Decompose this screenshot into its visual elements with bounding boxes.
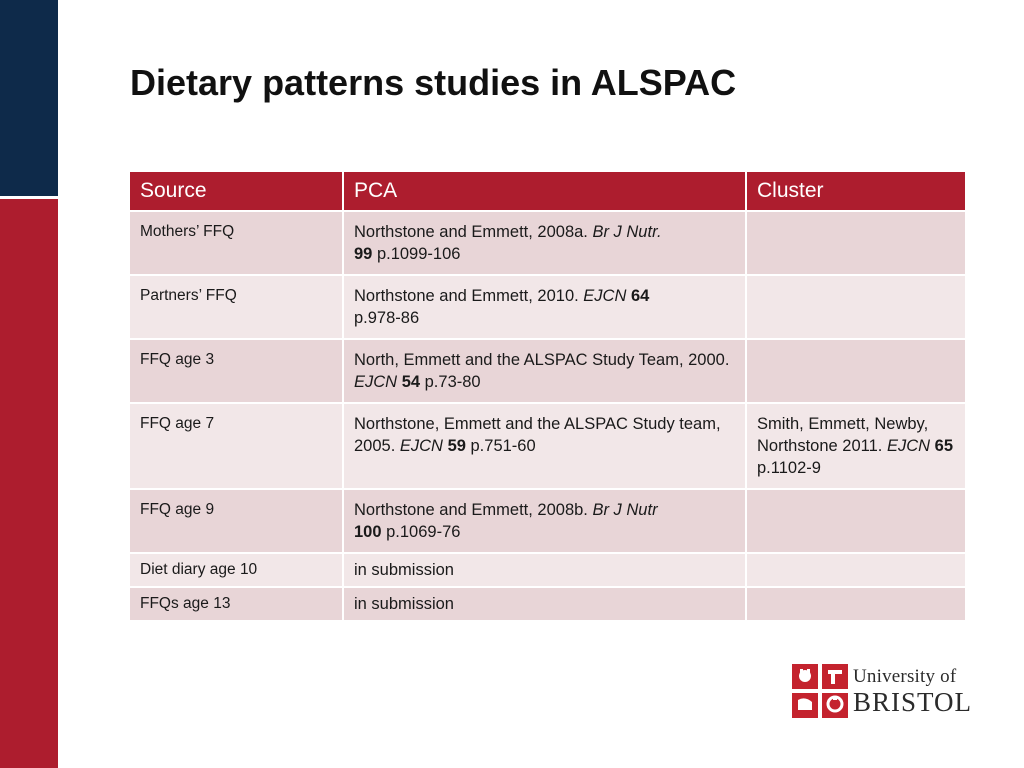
journal-name: EJCN <box>583 287 627 305</box>
pca-cell: in submission <box>343 587 746 621</box>
header-cluster: Cluster <box>746 171 966 211</box>
cluster-cell <box>746 553 966 587</box>
cluster-cell <box>746 489 966 553</box>
journal-name: EJCN <box>886 437 931 455</box>
source-cell: Diet diary age 10 <box>129 553 343 587</box>
cluster-cell <box>746 211 966 275</box>
page-range: p.978-86 <box>354 309 420 327</box>
journal-name: EJCN <box>354 373 398 391</box>
cluster-cell <box>746 275 966 339</box>
cluster-cell <box>746 339 966 403</box>
journal-volume: 99 <box>354 245 373 263</box>
logo-line-university: University of <box>853 666 957 687</box>
source-cell: FFQ age 9 <box>129 489 343 553</box>
table-row <box>129 275 966 339</box>
source-cell: Partners’ FFQ <box>129 275 343 339</box>
citation-text: Northstone and Emmett, 2008a. <box>354 223 593 241</box>
journal-volume: 54 <box>401 373 421 391</box>
table-row <box>129 211 966 275</box>
table-row <box>129 587 966 621</box>
table-row <box>129 339 966 403</box>
table-row <box>129 403 966 489</box>
journal-name: Br J Nutr <box>592 501 658 519</box>
page-range: p.1102-9 <box>757 459 821 477</box>
journal-volume: 64 <box>630 287 650 305</box>
header-source: Source <box>129 171 343 211</box>
journal-volume: 59 <box>447 437 466 455</box>
citation-text: Northstone, Emmett and the ALSPAC Study team, 2005. <box>354 415 721 455</box>
pca-cell <box>343 211 746 275</box>
source-cell: FFQ age 7 <box>129 403 343 489</box>
slide-title: Dietary patterns studies in ALSPAC <box>130 62 737 103</box>
bristol-crest-icon <box>792 664 848 718</box>
journal-volume: 100 <box>354 523 382 541</box>
cluster-cell <box>746 587 966 621</box>
cluster-cell <box>746 403 966 489</box>
journal-name: Br J Nutr. <box>592 223 662 241</box>
journal-volume: 65 <box>934 437 953 455</box>
pca-cell <box>343 489 746 553</box>
pca-cell <box>343 339 746 403</box>
page-range: p.1069-76 <box>381 523 461 541</box>
pca-cell <box>343 403 746 489</box>
header-pca: PCA <box>343 171 746 211</box>
table-header-row <box>129 171 966 211</box>
source-cell: FFQ age 3 <box>129 339 343 403</box>
logo-wordmark <box>853 666 972 716</box>
page-range: p.751-60 <box>465 437 536 455</box>
citation-text: Smith, Emmett, Newby, Northstone 2011. <box>757 415 929 455</box>
pca-cell: in submission <box>343 553 746 587</box>
citation-text: Northstone and Emmett, 2008b. <box>354 501 593 519</box>
table-row <box>129 553 966 587</box>
citation-text: North, Emmett and the ALSPAC Study Team, 2000. <box>354 351 730 369</box>
table-row <box>129 489 966 553</box>
logo-line-bristol: BRISTOL <box>853 687 973 717</box>
studies-table <box>128 170 967 622</box>
citation-text: Northstone and Emmett, 2010. <box>354 287 584 305</box>
journal-name: EJCN <box>399 437 443 455</box>
pca-cell <box>343 275 746 339</box>
source-cell: Mothers’ FFQ <box>129 211 343 275</box>
side-bar-red <box>0 199 58 768</box>
side-bar-navy <box>0 0 58 196</box>
university-logo <box>792 664 974 720</box>
source-cell: FFQs age 13 <box>129 587 343 621</box>
page-range: p.1099-106 <box>372 245 461 263</box>
page-range: p.73-80 <box>420 373 481 391</box>
